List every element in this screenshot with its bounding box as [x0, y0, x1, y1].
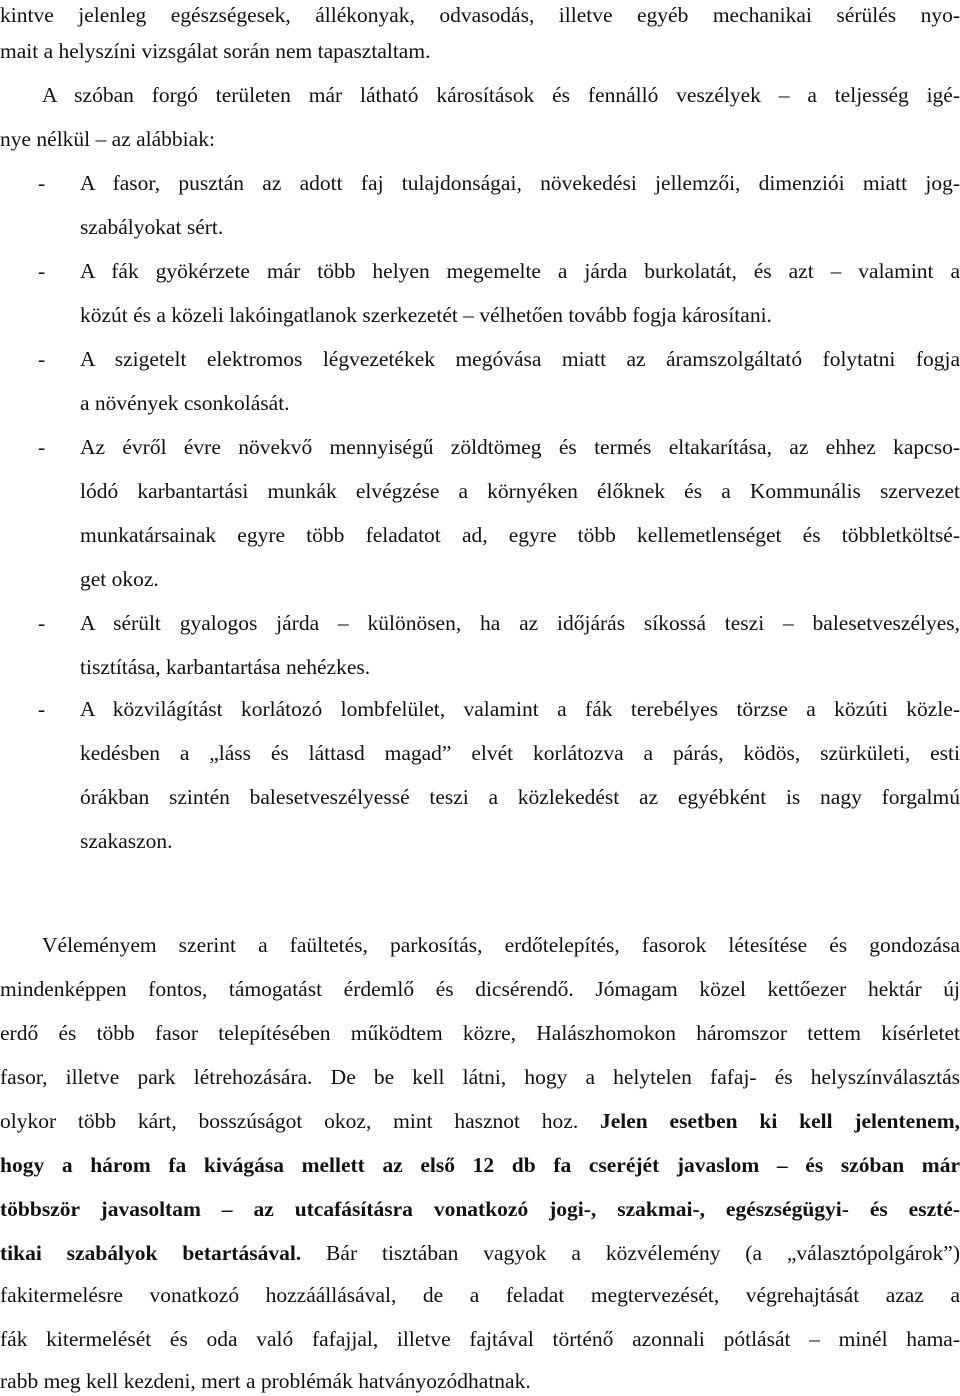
bullet-line: közút és a közeli lakóingatlanok szerkezetét – vélhetően tovább fogja károsítani.: [80, 303, 772, 327]
bullet-line: szabályokat sért.: [80, 215, 224, 239]
bullet-dash: -: [38, 171, 46, 195]
paragraph-line: erdő és több fasor telepítésében működtem közre, Halászhomokon háromszor tettem kísérletet: [0, 1021, 960, 1045]
paragraph-line: rabb meg kell kezdeni, mert a problémák hatványozódhatnak.: [0, 1369, 531, 1393]
paragraph-line: Véleményem szerint a faültetés, parkosítás, erdőtelepítés, fasorok létesítése és gondozása: [42, 933, 960, 957]
bullet-line: A szigetelt elektromos légvezetékek megóvása miatt az áramszolgáltató folytatni fogja: [80, 347, 960, 371]
bullet-line: a növények csonkolását.: [80, 391, 290, 415]
bullet-line: órákban szintén balesetveszélyessé teszi a közlekedést az egyébként is nagy forgalmú: [80, 785, 960, 809]
bold-statement: tikai szabályok betartásával.: [0, 1241, 302, 1265]
bold-statement: többször javasoltam – az utcafásításra vonatkozó jogi-, szakmai-, egészségügyi- és eszté-: [0, 1197, 960, 1221]
bullet-line: szakaszon.: [80, 829, 173, 853]
bold-statement-line: [0, 1150, 960, 1180]
bold-statement: Jelen esetben ki kell jelentenem,: [600, 1109, 960, 1133]
bullet-line: Az évről évre növekvő mennyiségű zöldtömeg és termés eltakarítása, az ehhez kapcso-: [80, 435, 960, 459]
bullet-line: get okoz.: [80, 567, 159, 591]
bullet-line: tisztítása, karbantartása nehézkes.: [80, 655, 371, 679]
paragraph-line-mixed: [0, 1238, 960, 1268]
bullet-line: A közvilágítást korlátozó lombfelület, valamint a fák terebélyes törzse a közúti közle-: [80, 697, 960, 721]
bullet-line: A sérült gyalogos járda – különösen, ha az időjárás síkossá teszi – balesetveszélyes,: [80, 611, 960, 635]
bold-statement: hogy a három fa kivágása mellett az első 12 db fa cseréjét javaslom – és szóban már: [0, 1153, 960, 1177]
bullet-line: kedésben a „láss és láttasd magad” elvét korlátozva a párás, ködös, szürkületi, esti: [80, 741, 960, 765]
paragraph-line: fasor, illetve park létrehozására. De be kell látni, hogy a helytelen fafaj- és helyszínválasztás: [0, 1065, 960, 1089]
paragraph-line: fakitermelésre vonatkozó hozzáállásával, de a feladat megtervezését, végrehajtását azaz a: [0, 1283, 960, 1307]
paragraph-text: Bár tisztában vagyok a közvélemény (a „választópolgárok”): [301, 1241, 960, 1265]
paragraph-line: mindenképpen fontos, támogatást érdemlő és dicsérendő. Jómagam közel kettőezer hektár új: [0, 977, 960, 1001]
paragraph-line: fák kitermelését és oda való fafajjal, illetve fajtával történő azonnali pótlását – minél hama-: [0, 1327, 960, 1351]
intro-line-1: kintve jelenleg egészségesek, állékonyak, odvasodás, illetve egyéb mechanikai sérülés nyo-: [0, 3, 960, 27]
bullet-dash: -: [38, 611, 46, 635]
bullet-line: A fasor, pusztán az adott faj tulajdonságai, növekedési jellemzői, dimenziói miatt jog-: [80, 171, 960, 195]
bold-statement-line: [0, 1194, 960, 1224]
bullet-line: A fák gyökérzete már több helyen megemelte a járda burkolatát, és azt – valamint a: [80, 259, 960, 283]
bullet-dash: -: [38, 347, 46, 371]
paragraph-text: olykor több kárt, bosszúságot okoz, mint hasznot hoz.: [0, 1109, 600, 1133]
intro-line-4: nye nélkül – az alábbiak:: [0, 127, 215, 151]
intro-line-3: A szóban forgó területen már látható károsítások és fennálló veszélyek – a teljesség igé-: [42, 83, 960, 107]
intro-line-2: mait a helyszíni vizsgálat során nem tapasztaltam.: [0, 39, 431, 63]
bullet-line: lódó karbantartási munkák elvégzése a környéken élőknek és a Kommunális szervezet: [80, 479, 960, 503]
bullet-dash: -: [38, 697, 46, 721]
bullet-dash: -: [38, 259, 46, 283]
bullet-dash: -: [38, 435, 46, 459]
bullet-line: munkatársainak egyre több feladatot ad, egyre több kellemetlenséget és többletköltsé-: [80, 523, 960, 547]
paragraph-line-mixed: [0, 1106, 960, 1136]
